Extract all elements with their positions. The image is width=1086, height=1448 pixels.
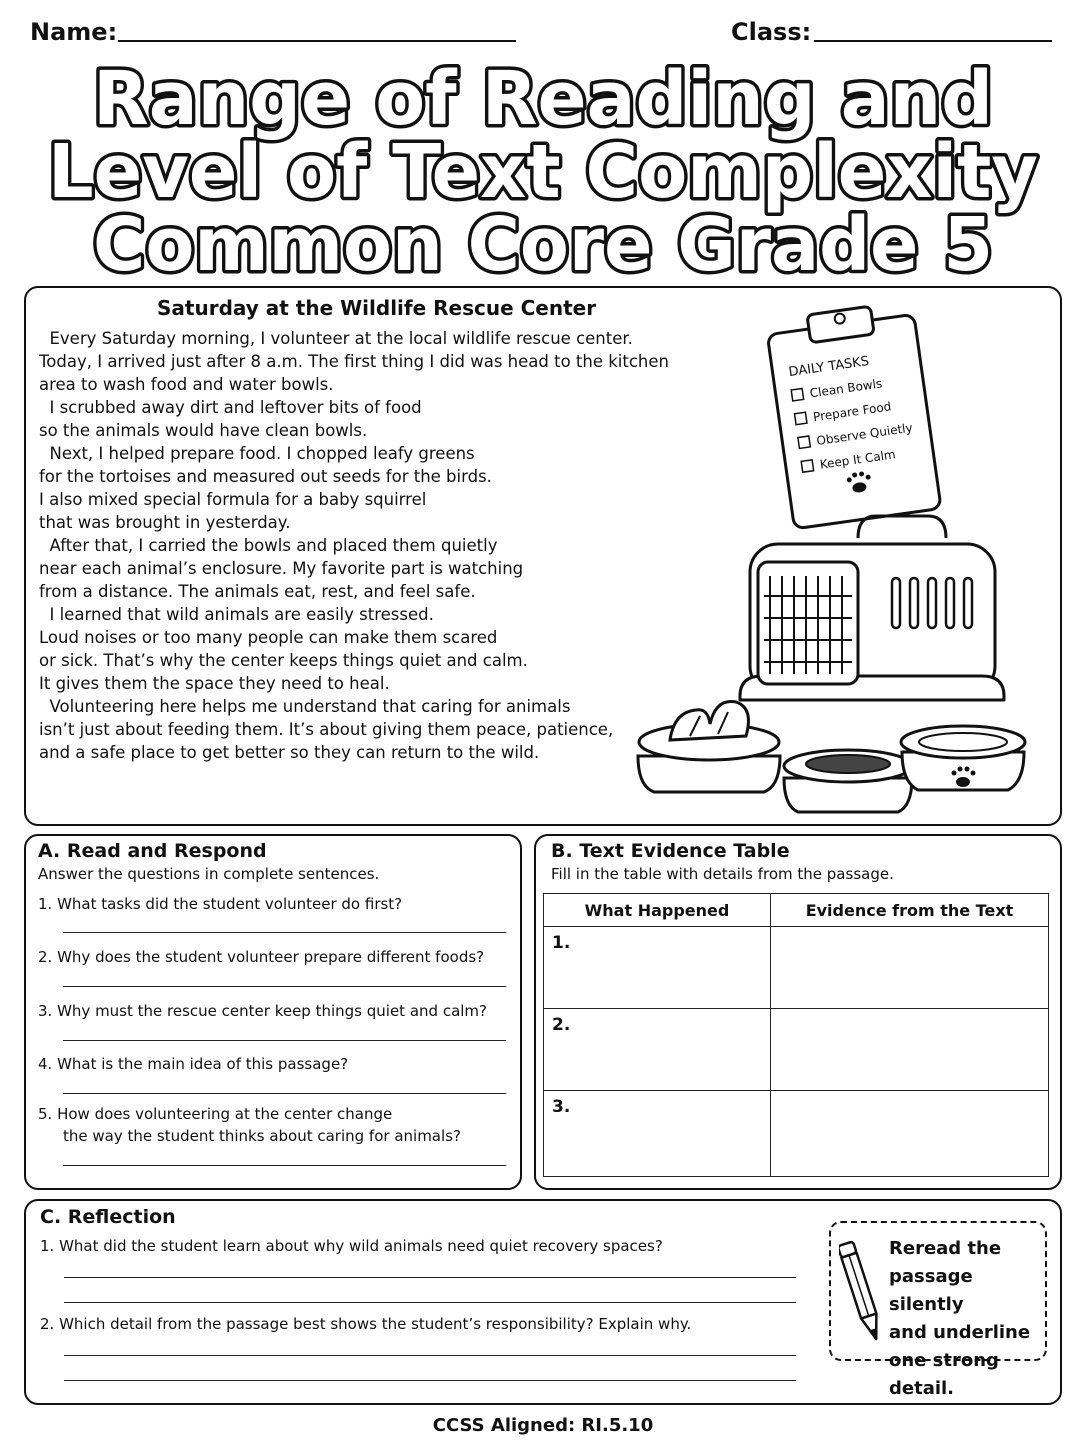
answer-line[interactable] [63,1165,506,1166]
passage-line: Next, I helped prepare food. I chopped leafy greens [39,444,475,463]
table-cell-row-1[interactable]: 1. [544,927,771,1009]
worksheet-title [0,52,1086,282]
passage-text [39,327,669,764]
passage-line: I also mixed special formula for a baby squirrel [39,490,427,509]
table-cell-evidence-1[interactable] [771,927,1049,1009]
clipboard-item: Keep It Calm [818,447,897,472]
passage-title: Saturday at the Wildlife Rescue Center [157,296,597,320]
illustration [630,296,1050,816]
passage-line: It gives them the space they need to heal. [39,674,390,693]
passage-line: for the tortoises and measured out seeds for the birds. [39,467,492,486]
clipboard-icon [765,300,941,529]
table-cell-evidence-2[interactable] [771,1009,1049,1091]
answer-line[interactable] [64,1355,796,1356]
tip-line: Reread the [889,1238,1002,1259]
question-4: 4. What is the main idea of this passage? [38,1055,349,1073]
passage-line: that was brought in yesterday. [39,513,291,532]
title-line-1: Range of Reading and [93,56,993,142]
col-what-happened: What Happened [544,894,771,927]
answer-line[interactable] [63,1093,506,1094]
tip-box [829,1221,1047,1399]
passage-line: or sick. That’s why the center keeps things quiet and calm. [39,651,528,670]
name-field[interactable] [118,40,516,42]
section-a-instruction: Answer the questions in complete sentences. [38,865,380,883]
section-a-title: A. Read and Respond [38,840,267,862]
passage-line: Every Saturday morning, I volunteer at the local wildlife rescue center. [39,329,633,348]
passage-line: area to wash food and water bowls. [39,375,334,394]
tip-line: passage silently [889,1266,973,1315]
passage-line: After that, I carried the bowls and placed them quietly [39,536,498,555]
table-cell-row-3[interactable]: 3. [544,1091,771,1177]
passage-line: so the animals would have clean bowls. [39,421,368,440]
passage-line: isn’t just about feeding them. It’s about giving them peace, patience, [39,720,614,739]
section-b-instruction: Fill in the table with details from the passage. [551,865,894,883]
evidence-table [543,893,1049,1177]
question-3: 3. Why must the rescue center keep things quiet and calm? [38,1002,487,1020]
passage-line: Volunteering here helps me understand that caring for animals [39,697,571,716]
passage-line: Loud noises or too many people can make them scared [39,628,498,647]
pencil-icon [839,1237,885,1347]
reflection-question-1: 1. What did the student learn about why wild animals need quiet recovery spaces? [40,1237,663,1255]
food-bowl-greens-icon [638,701,780,792]
tip-line: and underline [889,1322,1031,1343]
question-2: 2. Why does the student volunteer prepare different foods? [38,948,485,966]
title-line-3: Common Core Grade 5 [93,202,993,282]
table-cell-evidence-3[interactable] [771,1091,1049,1177]
question-1: 1. What tasks did the student volunteer do first? [38,895,403,913]
clipboard-item: Clean Bowls [808,376,883,401]
class-field[interactable] [814,40,1052,42]
question-5-cont: the way the student thinks about caring for animals? [63,1127,461,1145]
name-label: Name: [30,18,118,46]
answer-line[interactable] [64,1277,796,1278]
answer-line[interactable] [63,932,506,933]
passage-line: near each animal’s enclosure. My favorite part is watching [39,559,524,578]
clipboard-heading: DAILY TASKS [787,354,870,381]
answer-line[interactable] [63,986,506,987]
passage-line: and a safe place to get better so they can return to the wild. [39,743,540,762]
clipboard-item: Prepare Food [812,399,893,425]
section-c-title: C. Reflection [40,1206,176,1228]
reflection-question-2: 2. Which detail from the passage best shows the student’s responsibility? Explain why. [40,1315,692,1333]
answer-line[interactable] [63,1040,506,1041]
table-cell-row-2[interactable]: 2. [544,1009,771,1091]
passage-line: I learned that wild animals are easily stressed. [39,605,434,624]
section-b-title: B. Text Evidence Table [551,840,790,862]
passage-line: from a distance. The animals eat, rest, and feel safe. [39,582,476,601]
pet-carrier-icon [740,516,1004,700]
answer-line[interactable] [64,1302,796,1303]
passage-line: Today, I arrived just after 8 a.m. The first thing I did was head to the kitchen [39,352,669,371]
class-label: Class: [731,18,812,46]
tip-line: one strong detail. [889,1350,999,1399]
clipboard-item: Observe Quietly [815,420,914,448]
passage-line: I scrubbed away dirt and leftover bits of food [39,398,422,417]
water-bowl-icon [901,726,1025,790]
ccss-footer: CCSS Aligned: RI.5.10 [432,1415,654,1436]
seed-bowl-icon [784,750,912,812]
title-line-2: Level of Text Complexity [48,129,1038,215]
col-evidence: Evidence from the Text [771,894,1049,927]
question-5: 5. How does volunteering at the center change [38,1105,393,1123]
answer-line[interactable] [64,1380,796,1381]
